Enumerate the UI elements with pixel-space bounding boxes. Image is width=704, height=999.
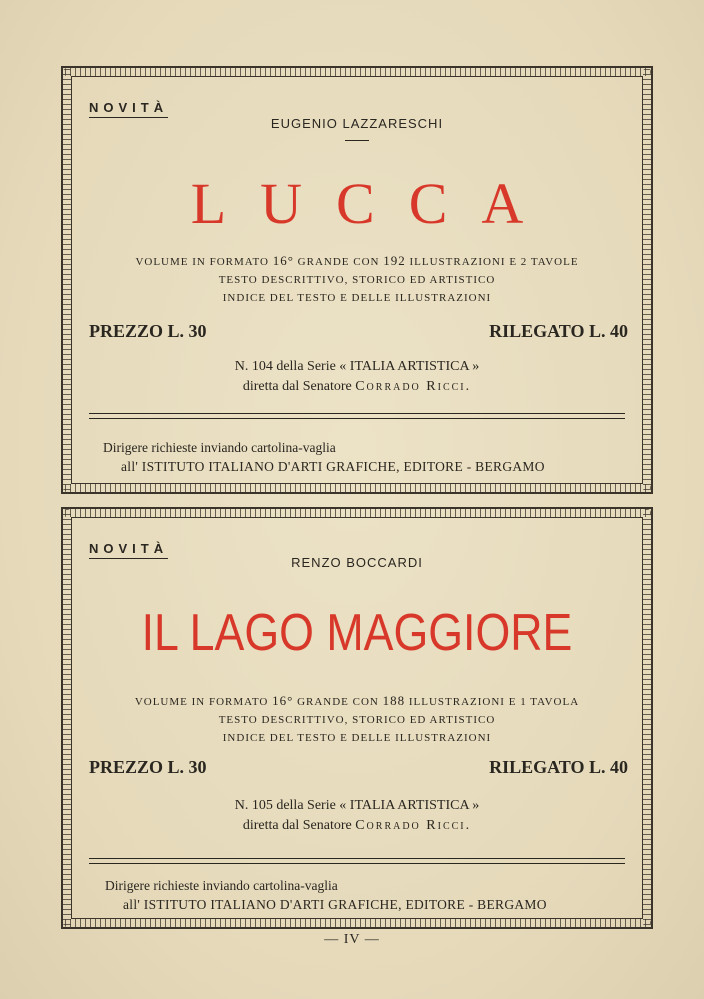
specs-line-1: VOLUME IN FORMATO 16° GRANDE CON 188 ILLUSTRAZIONI E 1 TAVOLA xyxy=(134,693,580,708)
chain-border-left xyxy=(63,509,71,927)
chain-border-bottom xyxy=(63,484,651,492)
series-info xyxy=(73,796,641,836)
chain-border-left xyxy=(63,68,71,492)
chain-border-top xyxy=(63,509,651,517)
specs-line-2: TESTO DESCRITTIVO, STORICO ED ARTISTICO xyxy=(218,714,496,726)
specs-line-3: INDICE DEL TESTO E DELLE ILLUSTRAZIONI xyxy=(222,732,492,744)
director-line: diretta dal Senatore Corrado Ricci. xyxy=(242,379,472,394)
double-divider xyxy=(89,413,625,419)
order-line-1: Dirigere richieste inviando cartolina-vaglia xyxy=(105,878,338,893)
specs-line-3: INDICE DEL TESTO E DELLE ILLUSTRAZIONI xyxy=(222,292,492,304)
series-line: N. 105 della Serie « ITALIA ARTISTICA » xyxy=(234,798,480,813)
director-line: diretta dal Senatore Corrado Ricci. xyxy=(242,818,472,833)
series-line: N. 104 della Serie « ITALIA ARTISTICA » xyxy=(234,359,480,374)
order-instructions xyxy=(103,438,545,476)
chain-border-top xyxy=(63,68,651,76)
double-divider xyxy=(89,858,625,864)
chain-border-bottom xyxy=(63,919,651,927)
novita-label: NOVITÀ xyxy=(89,100,168,118)
book-title: LUCCA xyxy=(190,171,558,236)
price: PREZZO L. 30 xyxy=(89,321,207,341)
order-line-2: all' ISTITUTO ITALIANO D'ARTI GRAFICHE, EDITORE - BERGAMO xyxy=(121,459,545,474)
series-info xyxy=(73,357,641,397)
specs-line-2: TESTO DESCRITTIVO, STORICO ED ARTISTICO xyxy=(218,274,496,286)
order-instructions xyxy=(105,876,547,914)
order-line-1: Dirigere richieste inviando cartolina-vaglia xyxy=(103,440,336,455)
bound-price: RILEGATO L. 40 xyxy=(489,757,628,777)
price: PREZZO L. 30 xyxy=(89,757,207,777)
advertisement-lucca xyxy=(61,66,653,494)
advertisement-lago-maggiore xyxy=(61,507,653,929)
novita-label: NOVITÀ xyxy=(89,541,168,559)
book-title: IL LAGO MAGGIORE xyxy=(141,604,573,662)
specs-line-1: VOLUME IN FORMATO 16° GRANDE CON 192 ILLUSTRAZIONI E 2 TAVOLE xyxy=(135,253,579,268)
author-name: EUGENIO LAZZARESCHI xyxy=(270,116,444,131)
page-number: — IV — xyxy=(324,932,380,947)
volume-specs xyxy=(73,252,641,307)
order-line-2: all' ISTITUTO ITALIANO D'ARTI GRAFICHE, EDITORE - BERGAMO xyxy=(123,897,547,912)
volume-specs xyxy=(73,692,641,747)
chain-border-right xyxy=(643,68,651,492)
bound-price: RILEGATO L. 40 xyxy=(489,321,628,341)
author-name: RENZO BOCCARDI xyxy=(291,555,423,570)
author-divider xyxy=(345,140,369,141)
chain-border-right xyxy=(643,509,651,927)
